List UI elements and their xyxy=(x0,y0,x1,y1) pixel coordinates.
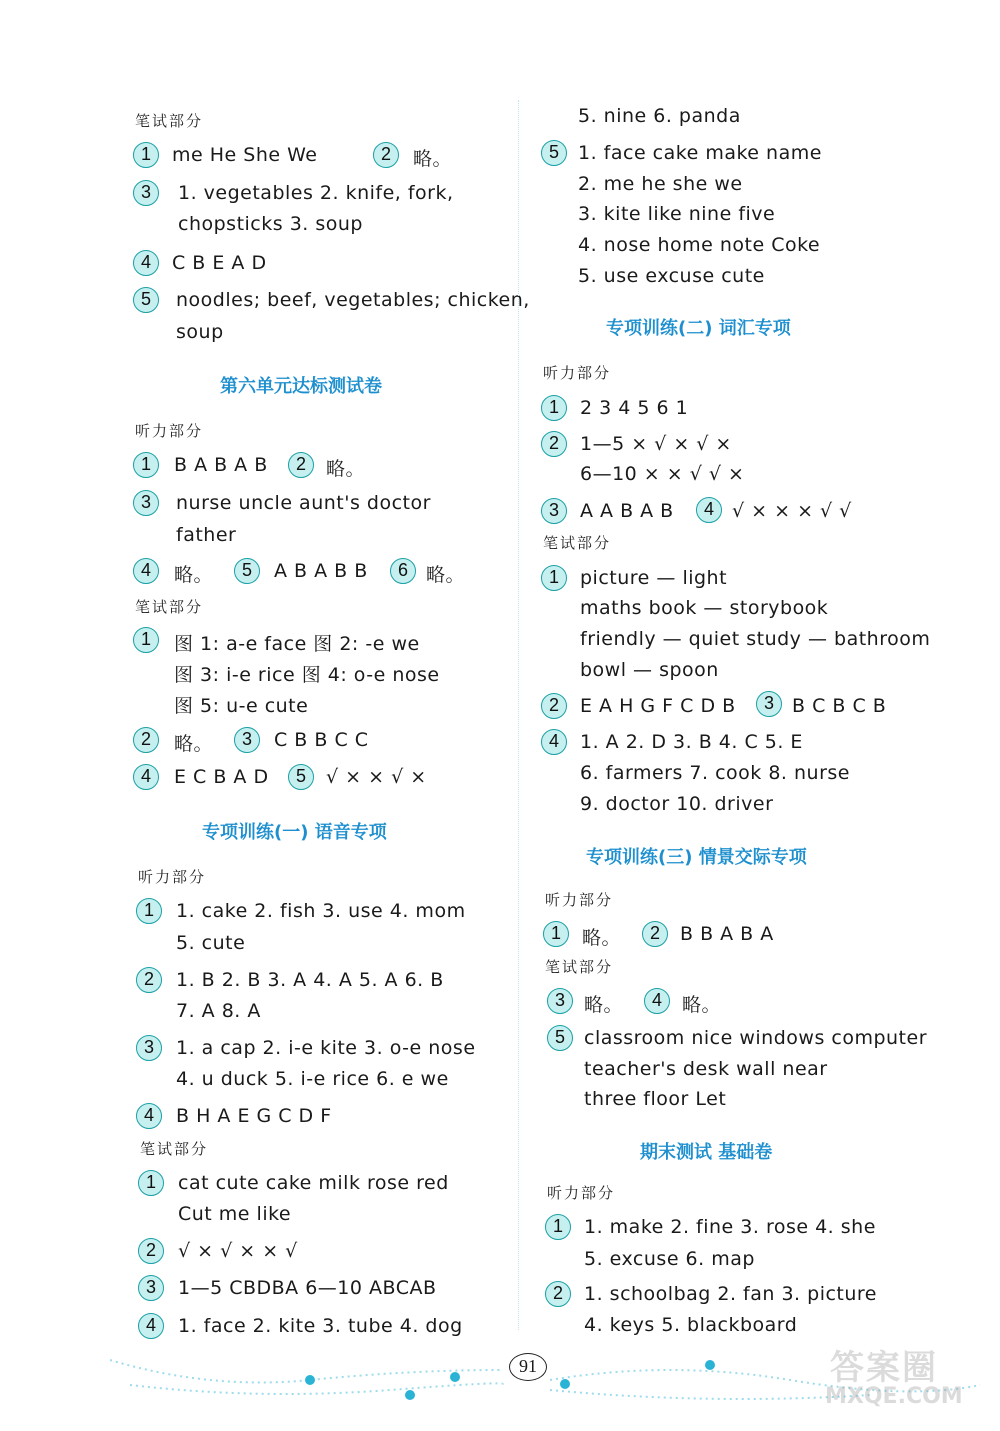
section-label: 听力部分 xyxy=(547,1184,616,1202)
answer-line: 1—5 CBDBA 6—10 ABCAB xyxy=(178,1277,437,1299)
section-label: 笔试部分 xyxy=(140,1140,209,1158)
answer-line: 4. u duck 5. i-e rice 6. e we xyxy=(176,1068,449,1090)
answer-line: picture — light xyxy=(580,567,728,589)
section-label: 笔试部分 xyxy=(545,958,614,976)
question-number: 2 xyxy=(541,693,567,719)
question-number: 4 xyxy=(644,988,670,1014)
answer-line: 1. face 2. kite 3. tube 4. dog xyxy=(178,1315,463,1337)
question-number: 4 xyxy=(133,558,159,584)
answer-line: Cut me like xyxy=(178,1203,292,1225)
answer-line: E A H G F C D B xyxy=(580,695,736,717)
question-number: 3 xyxy=(138,1275,164,1301)
answer-line: B C B C B xyxy=(792,695,887,717)
answer-line: classroom nice windows computer xyxy=(584,1027,928,1049)
answer-line: 2. me he she we xyxy=(578,173,743,195)
question-number: 1 xyxy=(133,142,159,168)
answer-line: cat cute cake milk rose red xyxy=(178,1172,449,1194)
section-label: 笔试部分 xyxy=(135,112,204,130)
answer-line: three floor Let xyxy=(584,1088,727,1110)
answer-line: 略。 xyxy=(413,148,453,170)
answer-line: B H A E G C D F xyxy=(176,1105,332,1127)
answer-line: B A B A B xyxy=(174,454,268,476)
answer-line: 6—10 × × √ √ × xyxy=(580,463,745,485)
answer-line: 5. excuse 6. map xyxy=(584,1248,755,1270)
answer-line: 略。 xyxy=(174,564,214,586)
section-heading: 期末测试 基础卷 xyxy=(640,1142,773,1163)
answer-line: bowl — spoon xyxy=(580,659,719,681)
answer-line: 5. nine 6. panda xyxy=(578,105,741,127)
answer-line: 略。 xyxy=(326,458,366,480)
question-number: 5 xyxy=(288,764,314,790)
answer-line: 4. nose home note Coke xyxy=(578,234,821,256)
question-number: 2 xyxy=(288,452,314,478)
answer-line: 1. vegetables 2. knife, fork, xyxy=(178,182,454,204)
answer-line: 1—5 × √ × √ × xyxy=(580,433,732,455)
section-heading: 第六单元达标测试卷 xyxy=(220,376,382,397)
question-number: 1 xyxy=(133,627,159,653)
answer-line: 5. cute xyxy=(176,932,246,954)
question-number: 4 xyxy=(541,729,567,755)
column-divider xyxy=(518,100,519,1330)
answer-line: √ × × √ × xyxy=(326,766,427,788)
page-number: 91 xyxy=(509,1353,547,1381)
question-number: 2 xyxy=(138,1238,164,1264)
answer-line: 4. keys 5. blackboard xyxy=(584,1314,798,1336)
section-heading: 专项训练(二) 词汇专项 xyxy=(606,318,791,339)
answer-line: friendly — quiet study — bathroom xyxy=(580,628,931,650)
answer-line: 图 1: a-e face 图 2: -e we xyxy=(174,633,420,655)
question-number: 4 xyxy=(696,497,722,523)
answer-line: 图 5: u-e cute xyxy=(174,695,309,717)
section-heading: 专项训练(三) 情景交际专项 xyxy=(586,847,807,868)
answer-line: 略。 xyxy=(582,927,622,949)
question-number: 2 xyxy=(136,967,162,993)
answer-line: 1. A 2. D 3. B 4. C 5. E xyxy=(580,731,803,753)
question-number: 5 xyxy=(234,558,260,584)
answer-line: 略。 xyxy=(682,994,722,1016)
question-number: 1 xyxy=(133,452,159,478)
section-label: 听力部分 xyxy=(543,364,612,382)
question-number: 1 xyxy=(138,1170,164,1196)
answer-line: E C B A D xyxy=(174,766,269,788)
section-label: 笔试部分 xyxy=(135,598,204,616)
question-number: 3 xyxy=(136,1035,162,1061)
answer-line: C B B C C xyxy=(274,729,369,751)
question-number: 5 xyxy=(541,140,567,166)
section-heading: 专项训练(一) 语音专项 xyxy=(202,822,387,843)
answer-line: nurse uncle aunt's doctor xyxy=(176,492,431,514)
watermark-sub: MXQE.COM xyxy=(825,1384,963,1409)
watermark-main: 答案圈 xyxy=(830,1348,938,1388)
section-label: 听力部分 xyxy=(135,422,204,440)
answer-line: 图 3: i-e rice 图 4: o-e nose xyxy=(174,664,440,686)
answer-line: teacher's desk wall near xyxy=(584,1058,828,1080)
answer-line: soup xyxy=(176,321,224,343)
answer-line: chopsticks 3. soup xyxy=(178,213,363,235)
question-number: 5 xyxy=(133,287,159,313)
question-number: 1 xyxy=(541,395,567,421)
answer-line: A B A B B xyxy=(274,560,368,582)
question-number: 1 xyxy=(136,898,162,924)
answer-line: father xyxy=(176,524,237,546)
question-number: 2 xyxy=(373,142,399,168)
answer-line: √ × √ × × √ xyxy=(178,1240,298,1262)
question-number: 3 xyxy=(547,988,573,1014)
answer-line: 5. use excuse cute xyxy=(578,265,765,287)
answer-line: √ × × × √ √ xyxy=(732,500,852,522)
answer-line: 3. kite like nine five xyxy=(578,203,776,225)
question-number: 6 xyxy=(390,558,416,584)
question-number: 3 xyxy=(133,180,159,206)
question-number: 1 xyxy=(541,565,567,591)
question-number: 1 xyxy=(545,1214,571,1240)
answer-line: 1. cake 2. fish 3. use 4. mom xyxy=(176,900,466,922)
question-number: 4 xyxy=(133,764,159,790)
answer-line: 7. A 8. A xyxy=(176,1000,261,1022)
question-number: 4 xyxy=(136,1103,162,1129)
question-number: 2 xyxy=(545,1281,571,1307)
question-number: 3 xyxy=(133,490,159,516)
answer-line: 1. schoolbag 2. fan 3. picture xyxy=(584,1283,877,1305)
question-number: 4 xyxy=(133,250,159,276)
question-number: 2 xyxy=(642,921,668,947)
question-number: 3 xyxy=(541,498,567,524)
answer-line: 1. make 2. fine 3. rose 4. she xyxy=(584,1216,876,1238)
watermark-logo xyxy=(820,1340,990,1420)
answer-line: 2 3 4 5 6 1 xyxy=(580,397,689,419)
answer-line: 略。 xyxy=(426,564,466,586)
answer-line: C B E A D xyxy=(172,252,267,274)
answer-line: 略。 xyxy=(584,994,624,1016)
answer-line: A A B A B xyxy=(580,500,674,522)
question-number: 5 xyxy=(547,1025,573,1051)
answer-line: me He She We xyxy=(172,144,318,166)
question-number: 3 xyxy=(234,727,260,753)
answer-line: 1. face cake make name xyxy=(578,142,822,164)
question-number: 2 xyxy=(541,431,567,457)
answer-line: noodles; beef, vegetables; chicken, xyxy=(176,289,530,311)
question-number: 1 xyxy=(543,921,569,947)
section-label: 听力部分 xyxy=(138,868,207,886)
section-label: 听力部分 xyxy=(545,891,614,909)
question-number: 4 xyxy=(138,1313,164,1339)
answer-line: B B A B A xyxy=(680,923,774,945)
question-number: 2 xyxy=(133,727,159,753)
answer-line: 1. a cap 2. i-e kite 3. o-e nose xyxy=(176,1037,476,1059)
answer-line: 6. farmers 7. cook 8. nurse xyxy=(580,762,850,784)
answer-line: 1. B 2. B 3. A 4. A 5. A 6. B xyxy=(176,969,444,991)
answer-line: 9. doctor 10. driver xyxy=(580,793,774,815)
section-label: 笔试部分 xyxy=(543,534,612,552)
answer-line: 略。 xyxy=(174,733,214,755)
answer-line: maths book — storybook xyxy=(580,597,829,619)
question-number: 3 xyxy=(756,691,782,717)
